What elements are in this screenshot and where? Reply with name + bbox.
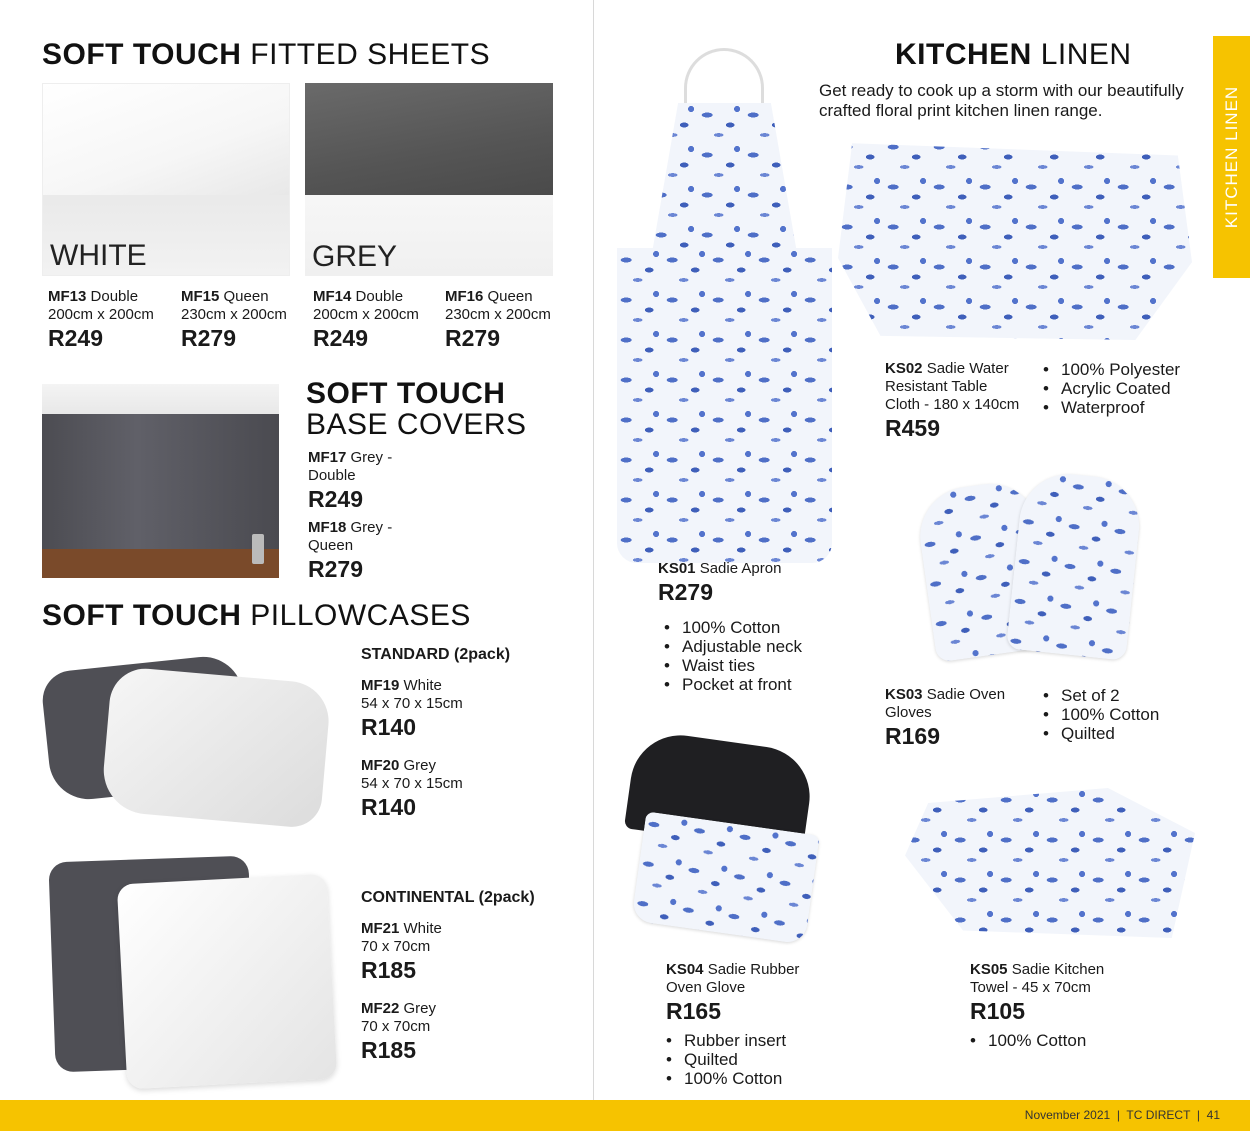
kitchen-linen-title: [895, 38, 1132, 72]
product-ks02: [885, 360, 1019, 442]
footer-text: November 2021 | TC DIRECT | 41: [1024, 1108, 1220, 1122]
product-price: R249: [313, 325, 368, 351]
product-code: KS05: [970, 961, 1008, 978]
product-code: KS04: [666, 961, 704, 978]
product-name-2: Towel - 45 x 70cm: [970, 979, 1091, 996]
product-size: 230cm x 200cm: [445, 306, 551, 323]
product-code: MF20: [361, 757, 400, 774]
product-mf19: [361, 677, 463, 741]
product-ks01: [658, 560, 781, 606]
title-light: BASE COVERS: [306, 408, 527, 441]
product-name-3: Cloth - 180 x 140cm: [885, 396, 1020, 413]
continental-heading: CONTINENTAL (2pack): [361, 889, 535, 906]
product-code: MF14: [313, 288, 352, 305]
pillowcases-title: [42, 599, 471, 633]
product-name: Sadie Oven: [926, 686, 1006, 703]
product-name: White: [403, 920, 442, 937]
ks03-features: [1043, 686, 1159, 743]
product-size: 200cm x 200cm: [313, 306, 419, 323]
product-mf21: [361, 920, 442, 984]
white-label: WHITE: [50, 239, 147, 272]
title-bold: SOFT TOUCH: [42, 599, 242, 632]
product-mf16: [445, 288, 551, 352]
product-code: MF18: [308, 519, 347, 536]
product-ks04: [666, 961, 799, 1025]
title-light: LINEN: [1040, 38, 1132, 71]
product-name: Queen: [223, 288, 269, 305]
feature-item: • Waterproof: [1043, 398, 1180, 417]
product-name-2: Queen: [308, 537, 354, 554]
product-price: R249: [48, 325, 103, 351]
product-code: MF17: [308, 449, 347, 466]
tablecloth-photo: [838, 135, 1192, 340]
product-size: 54 x 70 x 15cm: [361, 695, 463, 712]
product-code: MF21: [361, 920, 400, 937]
grey-label: GREY: [312, 240, 398, 273]
product-price: R140: [361, 714, 416, 740]
product-price: R105: [970, 998, 1025, 1024]
base-covers-title: [306, 378, 527, 440]
feature-item: • Set of 2: [1043, 686, 1159, 705]
feature-item: • 100% Cotton: [970, 1031, 1086, 1050]
title-bold: KITCHEN: [895, 38, 1032, 71]
product-price: R279: [308, 556, 363, 582]
product-price: R249: [308, 486, 363, 512]
product-name: Sadie Kitchen: [1011, 961, 1105, 978]
product-price: R279: [445, 325, 500, 351]
product-ks03: [885, 686, 1005, 750]
feature-item: • Quilted: [1043, 724, 1159, 743]
product-code: KS03: [885, 686, 923, 703]
product-code: KS01: [658, 560, 696, 577]
product-name-2: Resistant Table: [885, 378, 988, 395]
title-light: FITTED SHEETS: [250, 38, 491, 71]
title-bold: SOFT TOUCH: [42, 38, 242, 71]
product-name: Queen: [487, 288, 533, 305]
product-ks05: [970, 961, 1104, 1025]
ks01-features: [664, 618, 802, 694]
white-sheet-photo: [42, 83, 290, 276]
intro-line-1: Get ready to cook up a storm with our beautifully: [819, 81, 1184, 100]
product-size: 54 x 70 x 15cm: [361, 775, 463, 792]
feature-item: • 100% Cotton: [1043, 705, 1159, 724]
product-mf22: [361, 1000, 436, 1064]
oven-gloves-photo: [920, 465, 1150, 680]
feature-item: • Rubber insert: [666, 1031, 786, 1050]
feature-item: • Acrylic Coated: [1043, 379, 1180, 398]
product-price: R185: [361, 957, 416, 983]
product-price: R169: [885, 723, 940, 749]
product-size: 70 x 70cm: [361, 1018, 431, 1035]
product-price: R140: [361, 794, 416, 820]
product-mf20: [361, 757, 463, 821]
feature-item: • 100% Cotton: [666, 1069, 786, 1088]
feature-item: • 100% Polyester: [1043, 360, 1180, 379]
section-tab: [1213, 36, 1250, 278]
product-name: Grey -: [350, 519, 393, 536]
intro-line-2: crafted floral print kitchen linen range.: [819, 101, 1103, 120]
product-name-2: Oven Glove: [666, 979, 746, 996]
product-mf15: [181, 288, 287, 352]
product-code: MF19: [361, 677, 400, 694]
product-name: Sadie Water: [926, 360, 1009, 377]
section-tab-label: KITCHEN LINEN: [1221, 85, 1241, 229]
rubber-glove-photo: [620, 733, 825, 958]
product-mf18: [308, 519, 392, 583]
product-code: KS02: [885, 360, 923, 377]
standard-pillow-photo: [42, 645, 342, 835]
product-code: MF22: [361, 1000, 400, 1017]
product-mf14: [313, 288, 419, 352]
feature-item: • Quilted: [666, 1050, 786, 1069]
product-name: White: [403, 677, 442, 694]
product-price: R279: [181, 325, 236, 351]
grey-sheet-photo: [305, 83, 553, 276]
product-code: MF15: [181, 288, 220, 305]
product-price: R279: [658, 579, 713, 605]
apron-photo: [612, 48, 837, 568]
ks02-features: [1043, 360, 1180, 417]
feature-item: • Waist ties: [664, 656, 802, 675]
product-name: Sadie Rubber: [707, 961, 800, 978]
product-size: 230cm x 200cm: [181, 306, 287, 323]
product-size: 200cm x 200cm: [48, 306, 154, 323]
base-cover-photo: [42, 384, 279, 578]
product-name: Double: [90, 288, 139, 305]
product-code: MF16: [445, 288, 484, 305]
product-name: Double: [355, 288, 404, 305]
product-code: MF13: [48, 288, 87, 305]
ks04-features: [666, 1031, 786, 1088]
product-mf13: [48, 288, 154, 352]
kitchen-towel-photo: [905, 788, 1195, 938]
product-price: R459: [885, 415, 940, 441]
product-name-2: Double: [308, 467, 356, 484]
product-size: 70 x 70cm: [361, 938, 431, 955]
product-name: Grey: [403, 757, 437, 774]
title-light: PILLOWCASES: [250, 599, 471, 632]
product-name: Grey -: [350, 449, 393, 466]
feature-item: • Adjustable neck: [664, 637, 802, 656]
product-mf17: [308, 449, 392, 513]
continental-pillow-photo: [42, 855, 342, 1095]
standard-heading: STANDARD (2pack): [361, 646, 511, 663]
fitted-sheets-title: [42, 38, 490, 72]
title-bold: SOFT TOUCH: [306, 377, 506, 410]
page-divider: [593, 0, 594, 1100]
product-price: R165: [666, 998, 721, 1024]
product-name: Sadie Apron: [699, 560, 782, 577]
product-price: R185: [361, 1037, 416, 1063]
kitchen-intro: [819, 81, 1184, 121]
feature-item: • Pocket at front: [664, 675, 802, 694]
feature-item: • 100% Cotton: [664, 618, 802, 637]
footer-bar: [0, 1100, 1250, 1131]
ks05-features: [970, 1031, 1086, 1050]
product-name-2: Gloves: [885, 704, 932, 721]
product-name: Grey: [403, 1000, 437, 1017]
